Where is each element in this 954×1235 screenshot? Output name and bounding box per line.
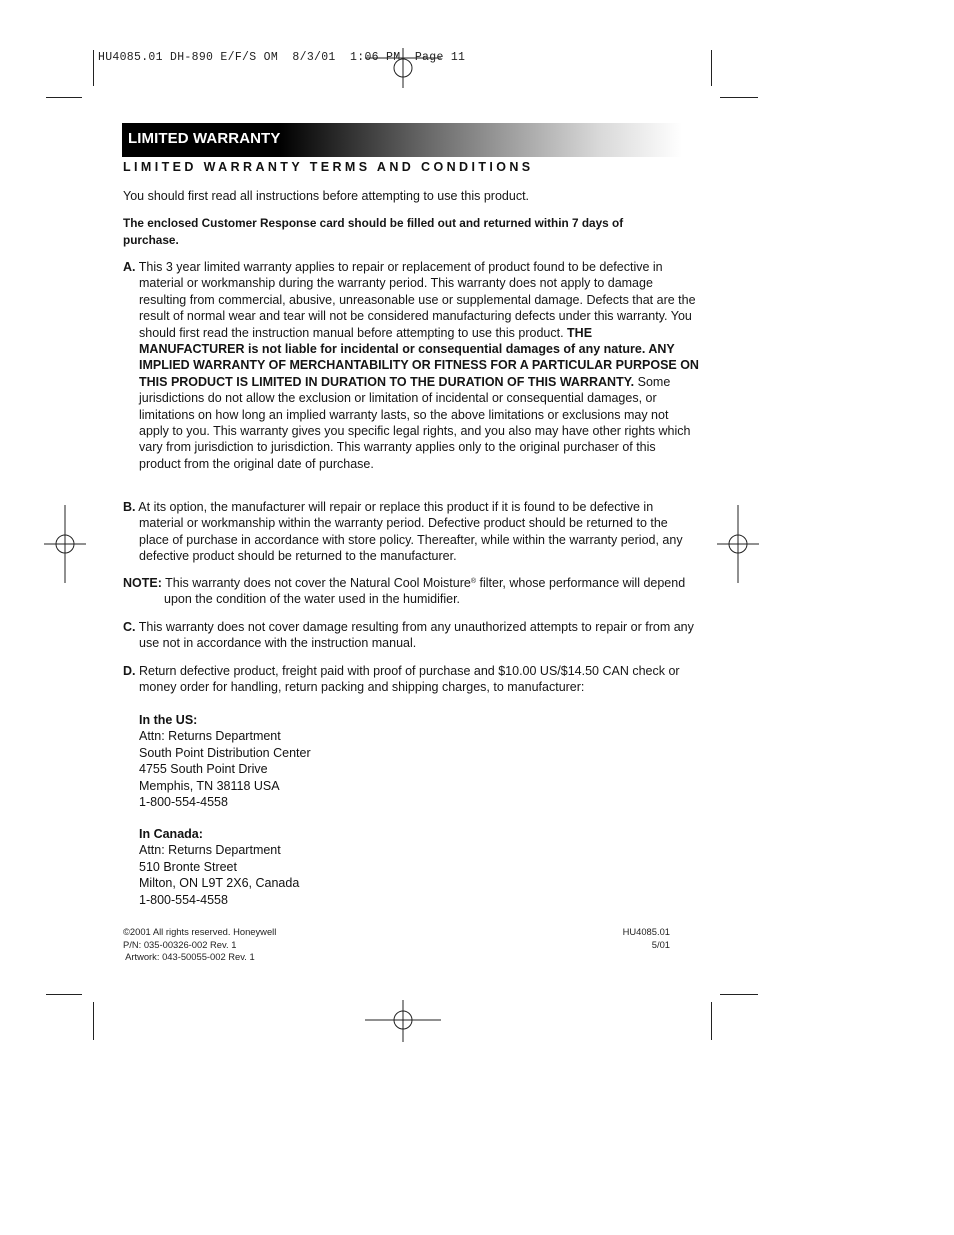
registered-mark: ® — [470, 578, 477, 585]
response-card-note: The enclosed Customer Response card should be filled out and returned within 7 days of purchase. — [123, 216, 624, 247]
footer-line: Artwork: 043-50055-002 Rev. 1 — [123, 951, 255, 962]
phone-number: 1-800-554-4558 — [139, 892, 228, 907]
item-text: This 3 year limited warranty applies to repair or replacement of product found to be defective in material or workmanship during the warranty period. This warranty does not apply to damage resulting from commercial, abusive, unreasonable use or supplemental damage. Defects that are the result of normal wear and tear will not be considered manufacturing defects under this warranty. You should first read the instruction manual before attempting to use this product. — [138, 260, 696, 340]
warranty-item-a — [123, 259, 699, 472]
section-title: LIMITED WARRANTY TERMS AND CONDITIONS — [123, 160, 534, 174]
banner-title: LIMITED WARRANTY — [128, 130, 281, 147]
item-text: Some jurisdictions do not allow the exclusion or limitation of incidental or consequential damages, or limitations on how long an implied warranty lasts, so the above limitations or exclusions may not apply to you. This warranty gives you specific legal rights, and you also may have other rights which vary from jurisdiction to jurisdiction. This warranty applies only to the original purchaser of this product from the original date of purchase. — [139, 374, 691, 471]
crop-mark — [46, 994, 82, 995]
crop-mark — [720, 994, 758, 995]
registration-mark-top — [365, 48, 441, 88]
item-bold-text: THE MANUFACTURER is not liable for incidental or consequential damages of any nature. ANY IMPLIED WARRANTY OF MERCHANTABILITY OR FITNESS FOR A PARTICULAR PURPOSE ON THIS PRODUCT IS LIMITED IN DURATION TO THE DURATION OF THIS WARRANTY. — [139, 325, 699, 389]
item-label: A. — [123, 260, 136, 274]
footer-line: 5/01 — [651, 938, 670, 950]
warranty-item-b — [123, 499, 699, 565]
address-line: South Point Distribution Center — [139, 745, 311, 760]
crop-mark — [93, 50, 94, 86]
item-text: This warranty does not cover damage resulting from any unauthorized attempts to repair or from any use not in accordance with the instruction manual. — [138, 620, 694, 651]
intro-paragraph: You should first read all instructions before attempting to use this product. — [123, 189, 530, 203]
crop-mark — [711, 50, 712, 86]
warranty-item-c — [123, 619, 699, 652]
footer-copyright — [123, 926, 276, 964]
printer-slug: HU4085.01 DH-890 E/F/S OM 8/3/01 1:06 PM Page 11 — [98, 51, 466, 64]
item-text: At its option, the manufacturer will repair or replace this product if it is found to be defective in material or workmanship within the warranty period. Defective product should be returned to the place of purchase in accordance with store policy. Thereafter, while within the warranty period, any defective product should be returned to the manufacturer. — [138, 500, 683, 564]
us-address — [139, 712, 439, 810]
item-label: D. — [123, 664, 136, 678]
phone-number: 1-800-554-4558 — [139, 795, 228, 810]
address-line: Attn: Returns Department — [139, 729, 281, 744]
address-line: Memphis, TN 38118 USA — [139, 778, 280, 793]
item-label: B. — [123, 500, 136, 514]
registration-mark-bottom — [365, 1000, 441, 1042]
footer-line: P/N: 035-00326-002 Rev. 1 — [123, 938, 237, 950]
registration-mark-left — [44, 505, 86, 583]
registration-mark-right — [717, 505, 759, 583]
item-text: Return defective product, freight paid with proof of purchase and $10.00 US/$14.50 CAN check or money order for handling, return packing and shipping charges, to manufacturer: — [138, 664, 680, 695]
address-heading: In Canada: — [139, 827, 203, 841]
footer-line: HU4085.01 — [622, 926, 670, 937]
section-banner — [122, 123, 682, 157]
item-label: C. — [123, 620, 136, 634]
warranty-item-d — [123, 663, 699, 696]
address-line: Attn: Returns Department — [139, 843, 281, 858]
note-text: This warranty does not cover the Natural Cool Moisture — [165, 576, 471, 590]
crop-mark — [711, 1002, 712, 1040]
footer-doc-id — [600, 926, 670, 951]
note-text: filter, whose performance will depend upon the condition of the water used in the humidifier. — [164, 576, 686, 607]
canada-address — [139, 826, 439, 908]
address-line: Milton, ON L9T 2X6, Canada — [139, 876, 300, 891]
address-heading: In the US: — [139, 713, 198, 727]
footer-line: ©2001 All rights reserved. Honeywell — [123, 926, 277, 937]
address-line: 4755 South Point Drive — [139, 762, 268, 777]
crop-mark — [720, 97, 758, 98]
warranty-note — [123, 575, 709, 608]
crop-mark — [46, 97, 82, 98]
crop-mark — [93, 1002, 94, 1040]
address-line: 510 Bronte Street — [139, 859, 237, 874]
note-label: NOTE: — [123, 576, 162, 590]
